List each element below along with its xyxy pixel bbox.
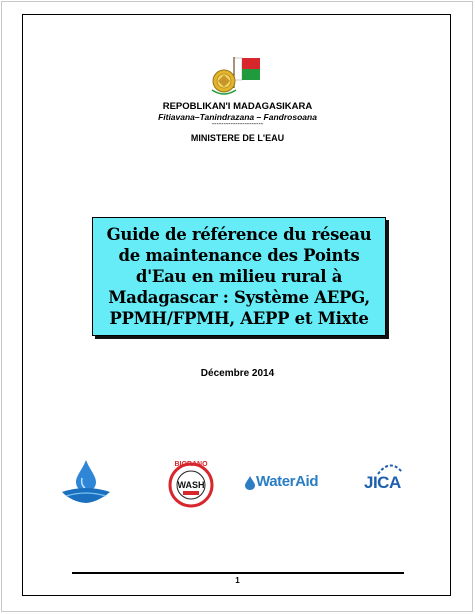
country-name: REPOBLIKAN'I MADAGASIKARA [162, 101, 313, 112]
wateraid-logo [242, 470, 326, 494]
ministry-name: MINISTERE DE L'EAU [190, 133, 285, 143]
wash-arc-label: BIORANO [174, 461, 208, 468]
jica-logo [362, 462, 404, 496]
footer-rule [72, 572, 404, 574]
ministry-water-logo [58, 458, 114, 508]
publication-date: Décembre 2014 [200, 368, 275, 379]
header-separator: ---------------------- [211, 121, 264, 128]
jica-wordmark: JICA [364, 473, 401, 492]
madagascar-emblem [208, 54, 266, 100]
wash-logo [166, 458, 216, 510]
wash-center-label: WASH [177, 480, 205, 490]
document-title: Guide de référence du réseau de maintenance des Points d'Eau en milieu rural à Madagascar : Système AEPG, PPMH/FPMH, AEPP et Mixte [106, 225, 372, 328]
water-drop-icon [244, 476, 256, 490]
page-number: 1 [235, 576, 240, 585]
title-box [92, 217, 386, 336]
wateraid-wordmark: WaterAid [256, 473, 319, 490]
national-motto: Fitiavana–Tanindrazana – Fandrosoana [158, 112, 317, 122]
